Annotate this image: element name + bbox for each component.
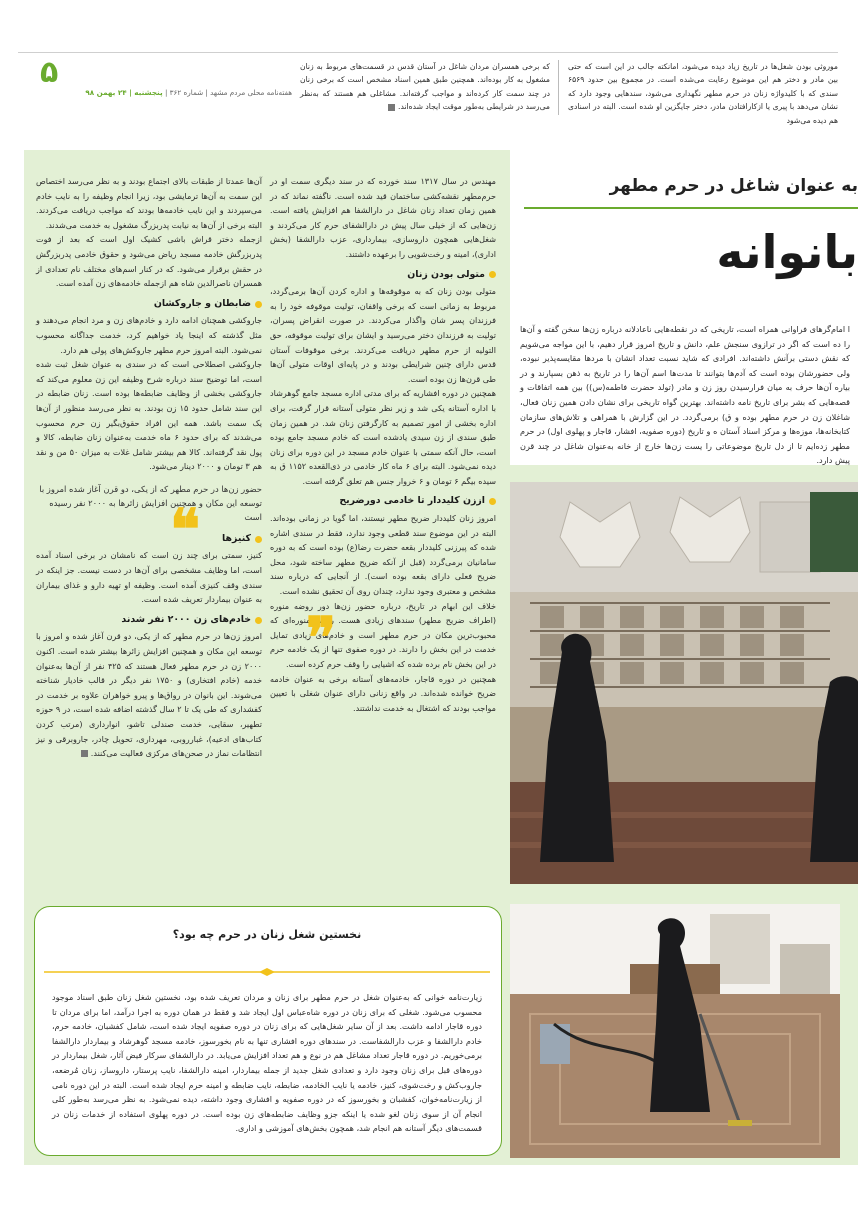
shrine-photo-1-image	[510, 482, 858, 884]
masthead-date: پنجشنبه | ۲۴ بهمن ۹۸	[85, 88, 163, 97]
paragraph: همچنین در دوره قاجار، خادمه‌های آستانه برخی به عنوان خادمه ضریح خوانده شده‌اند. در واقع زنانی دارای عنوان شغلی با تعیین مواجب بودند که اشتغال به خدمت نداشتند.	[270, 673, 496, 713]
shrine-photo-2-image	[510, 904, 840, 1158]
left-column	[36, 174, 262, 761]
masthead-issue: هفته‌نامه محلی مردم مشهد | شماره ۳۶۲	[169, 88, 292, 97]
paragraph: ازجمله دختر قراش باشی کشیک اول است که بعد از فوت پدربزرگش خادمه مسجد ریاض می‌شود و حقوق خادمی پدربزرگش در حقش برقرار می‌شود. که در کنار اسم‌های مختلف نام تعدادی از همسران ناصرالدین شاه هم ازجمله خادمه‌های زن آمده است.	[36, 234, 262, 289]
subheading-text: کنیزها	[222, 532, 251, 544]
bullet-dot-icon	[255, 617, 262, 624]
paragraph: همچنین در دوره افشاریه که برای مدتی اداره مسجد جامع گوهرشاد با اداره آستانه یکی شد و زیر نظر متولی آستانه قرار گرفت، برای اداره بخشی از امور تصمیم به کارگرفتن زنان شد. در همین زمان طبق سندی از زن سیدی یادشده است که خادم مسجد جامع بوده است، حال آنکه سمتی با عنوان خادم مسجد در این دوره برای زنان دیده نمی‌شود. البته برای ۶ ماه کار خادمی در ذی‌القعده ۱۱۵۲ ق به سیده بیگم ۶ تومان و ۶ خروار جنس هم تعلق گرفته است.	[270, 388, 496, 486]
subheading-text: خادم‌های زن ۲۰۰۰ نفر شدند	[121, 613, 251, 625]
top-column-left-text: که برخی همسران مردان شاغل در آستان قدس در قسمت‌های مربوط به زنان مشغول به کار بوده‌اند. همچنین طبق همین اسناد مشخص است که برخی زنان در چند سمت کار کرده‌اند و مواجب گرفته‌اند. مشاغلی هم هستند که به‌نظر می‌رسد در شرایطی به‌طور موقت ایجاد شده‌اند.	[300, 62, 550, 112]
kicker-rule	[524, 207, 858, 209]
shrine-photo-1	[510, 482, 858, 884]
article-headline: بانوانه	[716, 225, 858, 279]
paragraph: خلاف این ابهام در تاریخ، درباره حضور زن‌ها دور روضه منوره (اطراف ضریح مطهر) سندهای زیادی هست. روضه منوره‌ای که محبوب‌ترین مکان در حرم مطهر است و خادم‌های زیادی تمایل خدمت در این بخش را دارند. در دوره صفوی تنها از یک خادمه حرم در این بخش نام برده شده که اشیایی را وقف حرم کرده است.	[270, 600, 496, 669]
end-mark-icon	[388, 104, 395, 111]
subheading	[270, 268, 496, 283]
info-box-title: نخستین شغل زنان در حرم چه بود؟	[172, 928, 362, 941]
quote-close-icon: ❝	[170, 497, 201, 563]
subheading-text: متولی بودن زنان	[407, 268, 485, 280]
page-number: ۵	[40, 55, 59, 90]
middle-column	[270, 174, 496, 715]
paragraph	[36, 629, 262, 760]
paragraph: مهندس در سال ۱۳۱۷ سند خورده که در سند دیگری سمت او در حرم‌مطهر نقشه‌کشی ساختمان قید شده است. ناگفته نماند که در همین زمان تعداد زنان شاغل در دارالشفا هم افزایش یافته است. زن‌هایی که از خیلی سال پیش در دارالشفای حرم کار می‌کردند و شغل‌هایی همچون داروسازی، بیمارداری، عزب دارالشفا (بخش اداری)، امینه و رخت‌شویی را برعهده داشتند.	[270, 176, 497, 259]
subheading	[36, 613, 262, 628]
info-box-text: زیارت‌نامه خوانی که به‌عنوان شغل در حرم مطهر برای زنان و مردان تعریف شده بود، نخستین شغل زنان طبق اسناد موجود محسوب می‌شود. شغلی که برای زنان در دوره شاه‌عباس اول ایجاد شد و فقط در همان دوره به اجرا درآمد، اما برای مردان تا دوره قاجار ادامه داشت. بعد از آن سایر شغل‌هایی که برای زنان در دوره صفویه ایجاد شده است، شامل کفشبان، خادمه حرم، خادم دارالشفا و عزب دارالشفاست. در سندهای دوره افشاری تنها به نام بخورسوز، خادمه مسجد گوهرشاد و بیماردار دارالشفا برمی‌خوریم. در دوره قاجار تعداد مشاغل هم در نوع و هم تعداد افزایش می‌یابد. در دارالشفای سرکار فیض آثار، شغل بیماردار در دوره‌های قبل برای زنان وجود دارد و تعدادی شغل جدید از جمله بیماردار، امینه دارالشفا، نایب پرستار، داروساز، زنان مُرضعه، جاروب‌کش و رخت‌شوی، کنیز، خادمه یا نایب الخادمه، ضابطه، نایب ضابطه و امینه حرم ایجاد شده است. البته در این دوره نامی از زیارت‌نامه‌خوان، کفشبان و بخورسوز که در دوره صفویه و افشاری وجود داشته، دیده نمی‌شود. به نظر می‌رسد به‌طور کلی انجام آن از سوی زنان لغو شده یا اینکه جزو وظایف ضابطه‌های زن بوده است. در دوره پهلوی استفاده از خدمات زنان در قسمت‌های دیگر آستانه هم انجام شد، همچون بخش‌های آموزشی و اداری.	[52, 992, 482, 1134]
subheading-text: ضابطان و جاروکشان	[153, 297, 251, 309]
bullet-dot-icon	[255, 301, 262, 308]
paragraph: امروز زنان کلیددار ضریح مطهر نیستند، اما گویا در زمانی بوده‌اند. البته در این موضوع سند قطعی وجود ندارد، فقط در سندی اشاره شده که پیرزنی کلیددار بقعه حضرت رضا(ع) بوده است که به دوره سامانیان برمی‌گردد (قبل از آنکه ضریح مطهر ساخته شود، محل ضریح فعلی دارای بقعه بوده است). از آنجایی که درباره سند مشخص و معتبری وجود ندارد، چندان روی آن تحقیق نشده است.	[270, 513, 496, 597]
paragraph: جاروکشی اصطلاحی است که در سندی به عنوان شغل ثبت شده است، اما توضیح سند درباره شرح وظیفه این زن معلوم می‌کند که جاروکشی بخشی از وظایف ضابطه‌ها بوده است. زنان ضابطه در این سند شامل حدود ۱۵ زن بودند. به نظر می‌رسد منظور از آن‌ها یک سمت باشد. همه این افراد حقوق‌بگیر زن حرم محسوب می‌شدند که برای حدود ۶ ماه خدمت به‌عنوان زنان ضابطه، کالا و پول نقد گرفته‌اند. کالا هم بیشتر شامل غلات به میزان ۵۰ من و نقد هم ۳ تومان و ۲۰۰۰ دینار می‌شود.	[36, 359, 263, 472]
subheading-text: اززن کلیددار تا خادمی دورضریح	[339, 495, 485, 507]
top-column-left	[300, 60, 550, 114]
bullet-dot-icon	[489, 498, 496, 505]
subheading	[270, 494, 496, 509]
top-column-right: موروثی بودن شغل‌ها در تاریخ زیاد دیده می‌شود، امانکته جالب در این است که حتی بین مادر و دختر هم این موضوع رعایت می‌شده است. در مجموع بین حدود ۶۵۶۹ سندی که با کلیدواژه زنان در حرم مطهر نگهداری می‌شود، سندهایی وجود دارد که نشان می‌دهد با پیری یا ازکارافتادن مادر، دختر جایگزین او شده است. البته در اسنادی هم دیده می‌شود	[568, 62, 838, 125]
shrine-photo-2	[510, 904, 840, 1158]
article-kicker: به عنوان شاغل در حرم مطهر	[609, 176, 858, 196]
top-rule	[18, 52, 838, 53]
quote-open-icon: ❞	[306, 605, 337, 671]
article-lead: ا امام‌گرهای فراوانی همراه است، تاریخی که در نقطه‌هایی ناعادلانه درباره زن‌ها سخن گفته و آن‌ها را ده است که اگر در ترازوی سنجش علم، دانش و تاریخ امروز قرار دهیم، با این مواجه می‌شویم که نقش دستی برآنش داشته‌اند. افرادی که شاید نسبت تعداد انشان با مردها مقایسه‌پذیر نبوده، ولی حضورشان بوده است که آدم‌ها بتوانند تا مدت‌ها اسم آن‌ها را در تاریخ به ذهن بسپارند و در بیاره آن‌ها حرف به میان فرارسیدن روز زن و مادر (تولد حضرت فاطمه(س)) بین همه اتفاقات و قصه‌هایی که بشر برای تاریخ نامه داشته‌اند. بهترین گواه تاریخی برای نشان دادن همین زنان فعال، شاغلان زن در حرم مطهر بوده و ق) برمی‌گردد. در این گزارش با همراهی و تلاش‌های سازمان کتابخانه‌ها، موزه‌ها و مرکز اسناد آستان ه و تاریخ (دوره صفویه، افشار، قاجار و پهلوی اول) در حرم مطهر زده‌ایم تا از دل تاریخ موضوعاتی را یست زن‌ها خارج از خانه به‌عنوان شاغل در چند قرن پیش دارد.	[520, 324, 850, 466]
paragraph: جاروکشی همچنان ادامه دارد و خادم‌های زن و مرد انجام می‌دهند و مثل گذشته که اینجا یاد خواهیم کرد، خدمت جداگانه محسوب نمی‌شود. البته امروز حرم مطهر جاروکش‌های پولی هم دارد.	[36, 315, 262, 355]
paragraph: آن‌ها عمدتا از طبقات بالای اجتماع بودند و به نظر می‌رسد اختصاص این سمت به آن‌ها ترمایشی بود، زیرا انجام وظیفه را به نایب خادم می‌سپردند و این نایب خادمه‌ها بودند که مواجب دریافت می‌کردند. البته برخی از آن‌ها به نیابت پدربزرگ مشغول به خدمت می‌شدند.	[36, 176, 262, 230]
subheading	[36, 532, 262, 547]
masthead: هفته‌نامه محلی مردم مشهد | شماره ۳۶۲ | پنجشنبه | ۲۴ بهمن ۹۸	[85, 88, 292, 97]
bullet-dot-icon	[255, 536, 262, 543]
ornament-rule-icon	[44, 968, 490, 976]
pull-quote: حضور زن‌ها در حرم مطهر که از یکی، دو قرن آغاز شده امروز با توسعه این مکان و همچنین افزایش زائرها به ۲۰۰۰ نفر رسیده است	[39, 483, 262, 522]
paragraph: متولی بودن زنان که به موقوفه‌ها و اداره کردن آن‌ها برمی‌گردد، مربوط به زمانی است که برخی واقفان، تولیت موقوفه خود را به فرزندان پسر شان واگذار می‌کردند. در صورت انقراض پسران، تولیت به فرزندان دختر می‌رسید و ایشان برای تولیت موقوفه، حق التولیه از حرم مطهر دریافت می‌کردند. برخی موقوفات آستان قدس دارای چنین شرایطی بودند و در پایه‌ای اوقات متولی آن‌ها طی قرن‌ها زن بوده است.	[270, 286, 496, 384]
end-mark-icon	[81, 750, 88, 757]
paragraph-text: امروز زن‌ها در حرم مطهر که از یکی، دو قرن آغاز شده و امروز با توسعه این مکان و همچنین افزایش زائرها بیشتر شده است. اکنون ۲۰۰۰ زن در حرم مطهر فعال هستند که ۴۲۵ نفر از آن‌ها به‌عنوان خدمه (خادم افتخاری) و ۱۷۵۰ نفر دیگر در قالب خادیار شناخته می‌شوند. این بانوان در رواق‌ها و پیرو خواهران علاوه بر خدمت در کفشداری که طی یک تا ۲ سال گذشته اضافه شده است، در ۹ حوزه تطهیر، سقایی، خدمت صندلی تاشو، انوارداری (مرتب کردن کتاب‌های ادعیه)، غبارروبی، مهرداری، تحویل چادر، جاروبرقی و نیز انتظامات نماز در صحن‌های مرکزی فعالیت می‌کنند.	[36, 631, 262, 759]
paragraph: کنیز، سمتی برای چند زن است که نامشان در برخی اسناد آمده است، اما وظایف مشخصی برای آن‌ها در دست نیست. جز اینکه در سندی وقف کنیزی آمده است. وظیفه او تهیه دارو و غذای بیماران به عنوان بیماردار تعریف شده است.	[36, 550, 262, 605]
bullet-dot-icon	[489, 271, 496, 278]
column-divider	[558, 60, 559, 115]
subheading	[36, 297, 262, 312]
